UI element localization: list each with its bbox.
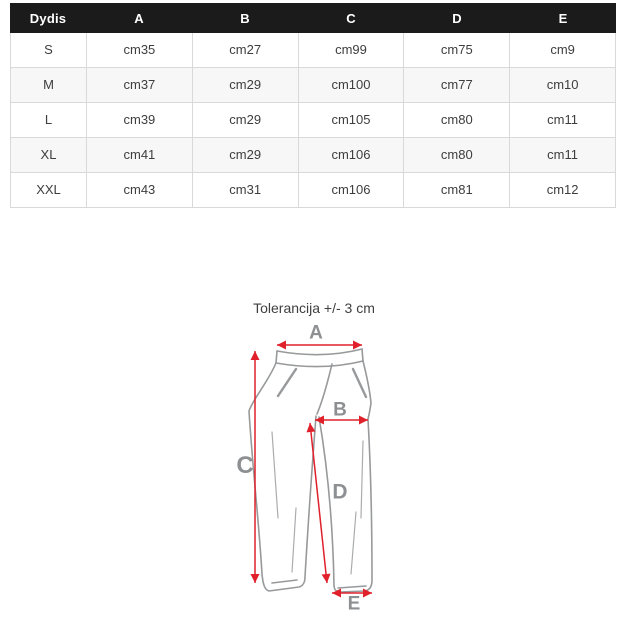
table-cell: cm37 [87, 68, 193, 103]
waistband-right-edge [362, 349, 363, 361]
right-leg-outline [319, 361, 372, 592]
header-cell-c: C [346, 10, 356, 26]
table-cell: cm31 [193, 173, 299, 208]
size-label: XXL [11, 173, 87, 208]
size-label: M [11, 68, 87, 103]
header-cell-a: A [134, 10, 144, 26]
waistband-top-line [277, 349, 362, 355]
header-cell-size: Dydis [29, 10, 67, 26]
table-cell: cm81 [404, 173, 510, 208]
left-cuff-line [272, 580, 297, 583]
diagram-label-c: C [236, 452, 254, 479]
table-cell: cm77 [404, 68, 510, 103]
table-cell: cm12 [510, 173, 616, 208]
diagram-label-e: E [347, 593, 361, 615]
header-cell-b: B [240, 10, 250, 26]
table-cell: cm41 [87, 138, 193, 173]
left-pocket-line [278, 369, 296, 396]
left-leg-outline [249, 363, 316, 591]
fly-seam-line [317, 364, 332, 414]
table-cell: cm29 [193, 68, 299, 103]
left-leg-crease [272, 432, 278, 518]
diagram-label-d: D [332, 480, 348, 504]
table-cell: cm80 [404, 103, 510, 138]
header-cell-e: E [558, 10, 568, 26]
right-leg-lower-crease [351, 512, 356, 574]
table-cell: cm105 [299, 103, 405, 138]
table-cell: cm80 [404, 138, 510, 173]
table-cell: cm11 [510, 103, 616, 138]
table-cell: cm11 [510, 138, 616, 173]
measure-d-arrow [310, 423, 327, 583]
left-leg-lower-crease [292, 508, 296, 572]
table-cell: cm106 [299, 138, 405, 173]
table-cell: cm106 [299, 173, 405, 208]
tolerance-note: Tolerancija +/- 3 cm [253, 300, 375, 316]
waistband-bottom-line [276, 361, 363, 367]
table-cell: cm35 [87, 33, 193, 68]
right-leg-crease [361, 441, 363, 518]
right-pocket-line [353, 369, 366, 397]
right-cuff-line [338, 586, 366, 588]
table-cell: cm100 [299, 68, 405, 103]
diagram-label-a: A [309, 322, 323, 344]
table-cell: cm9 [510, 33, 616, 68]
size-label: XL [11, 138, 87, 173]
table-cell: cm43 [87, 173, 193, 208]
table-cell: cm29 [193, 138, 299, 173]
size-label: L [11, 103, 87, 138]
size-label: S [11, 33, 87, 68]
waistband-left-edge [276, 351, 277, 363]
table-cell: cm75 [404, 33, 510, 68]
table-cell: cm27 [193, 33, 299, 68]
header-cell-d: D [452, 10, 462, 26]
table-cell: cm29 [193, 103, 299, 138]
table-cell: cm39 [87, 103, 193, 138]
table-cell: cm10 [510, 68, 616, 103]
table-cell: cm99 [299, 33, 405, 68]
diagram-label-b: B [333, 399, 347, 421]
